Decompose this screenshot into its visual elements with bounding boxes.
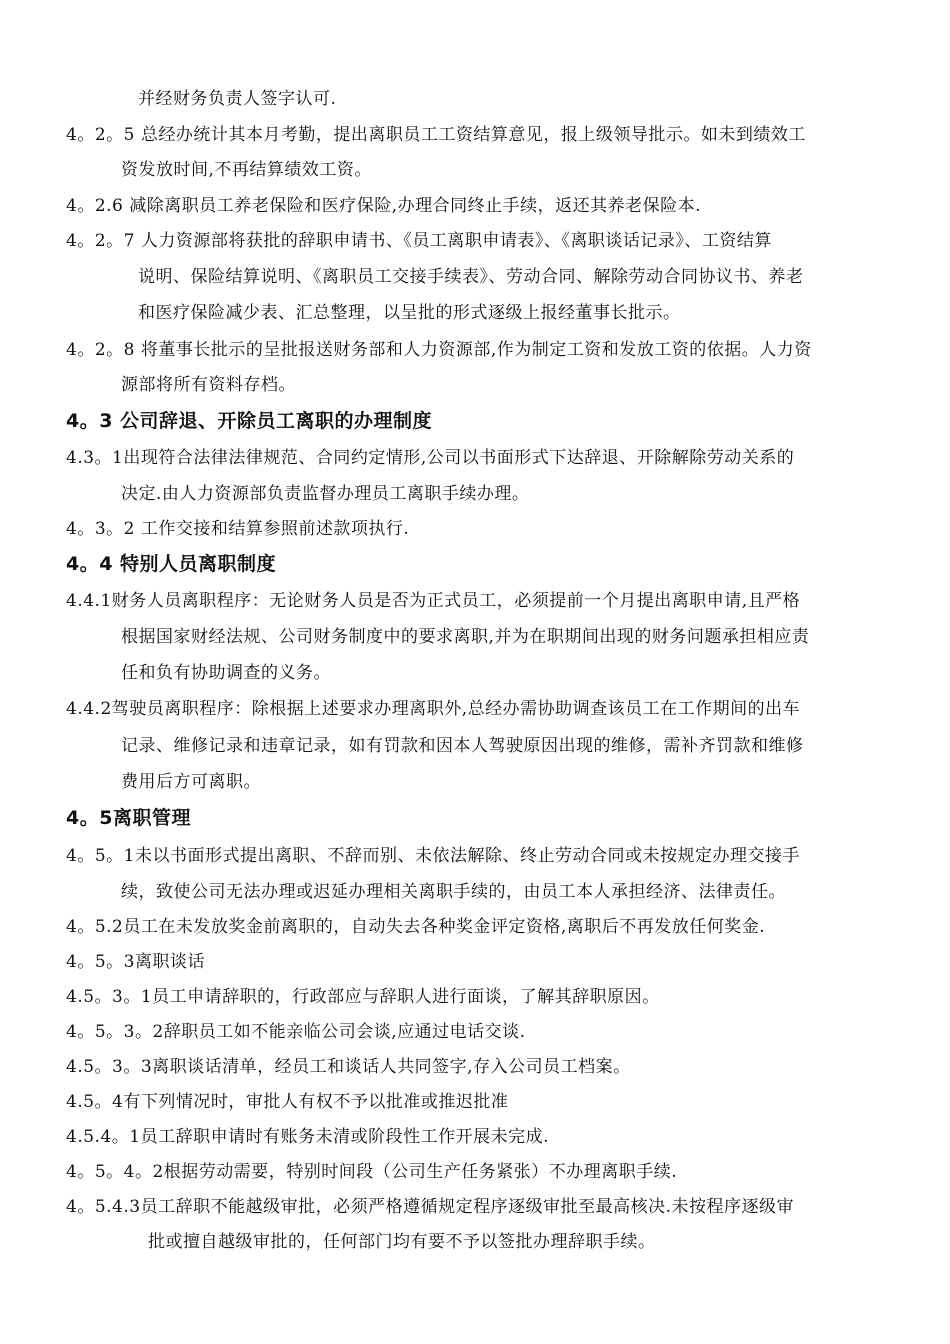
section-heading: 4。3 公司辞退、开除员工离职的办理制度 bbox=[66, 410, 433, 432]
text-line: 4。2。8 将董事长批示的呈批报送财务部和人力资源部,作为制定工资和发放工资的依据。人力资 bbox=[66, 340, 812, 360]
text-line: 4.3。1出现符合法律法律规范、合同约定情形,公司以书面形式下达辞退、开除解除劳动关系的 bbox=[66, 448, 795, 468]
section-heading: 4。4 特别人员离职制度 bbox=[66, 553, 277, 575]
text-line: 4。5.2员工在未发放奖金前离职的，自动失去各种奖金评定资格,离职后不再发放任何奖金. bbox=[66, 917, 766, 937]
text-line: 4。5。1未以书面形式提出离职、不辞而别、未依法解除、终止劳动合同或未按规定办理交接手 bbox=[66, 846, 800, 866]
text-line: 说明、保险结算说明、《离职员工交接手续表》、劳动合同、解除劳动合同协议书、养老 bbox=[138, 267, 804, 287]
text-line: 4。5。4。2根据劳动需要，特别时间段（公司生产任务紧张）不办理离职手续. bbox=[66, 1162, 678, 1182]
text-line: 批或擅自越级审批的，任何部门均有要不予以签批办理辞职手续。 bbox=[148, 1232, 656, 1252]
text-line: 任和负有协助调查的义务。 bbox=[121, 663, 331, 683]
text-line: 4。5。3。2辞职员工如不能亲临公司会谈,应通过电话交谈. bbox=[66, 1022, 526, 1042]
section-heading: 4。5离职管理 bbox=[66, 807, 191, 829]
text-line: 4。5.4.3员工辞职不能越级审批，必须严格遵循规定程序逐级审批至最高核决.未按程序逐级审 bbox=[66, 1197, 794, 1217]
text-line: 4.4.2驾驶员离职程序：除根据上述要求办理离职外,总经办需协助调查该员工在工作期间的出车 bbox=[66, 699, 801, 719]
text-line: 4.4.1财务人员离职程序：无论财务人员是否为正式员工，必须提前一个月提出离职申请,且严格 bbox=[66, 591, 801, 611]
text-line: 源部将所有资料存档。 bbox=[121, 375, 296, 395]
text-line: 4。2.6 减除离职员工养老保险和医疗保险,办理合同终止手续，返还其养老保险本. bbox=[66, 196, 702, 216]
text-line: 根据国家财经法规、公司财务制度中的要求离职,并为在职期间出现的财务问题承担相应责 bbox=[121, 627, 810, 647]
text-line: 4.5。3。1员工申请辞职的，行政部应与辞职人进行面谈，了解其辞职原因。 bbox=[66, 987, 660, 1007]
text-line: 费用后方可离职。 bbox=[121, 772, 261, 792]
text-line: 和医疗保险减少表、汇总整理，以呈批的形式逐级上报经董事长批示。 bbox=[138, 303, 681, 323]
text-line: 续，致使公司无法办理或迟延办理相关离职手续的，由员工本人承担经济、法律责任。 bbox=[121, 882, 786, 902]
text-line: 4。2。7 人力资源部将获批的辞职申请书、《员工离职申请表》、《离职谈话记录》、工资结算 bbox=[66, 231, 772, 251]
text-line: 4.5。4有下列情况时，审批人有权不予以批准或推迟批准 bbox=[66, 1092, 509, 1112]
text-line: 决定.由人力资源部负责监督办理员工离职手续办理。 bbox=[121, 484, 530, 504]
text-line: 资发放时间,不再结算绩效工资。 bbox=[121, 160, 372, 180]
text-line: 记录、维修记录和违章记录，如有罚款和因本人驾驶原因出现的维修，需补齐罚款和维修 bbox=[121, 736, 804, 756]
text-line: 4。2。5 总经办统计其本月考勤，提出离职员工工资结算意见，报上级领导批示。如未到绩效工 bbox=[66, 125, 806, 145]
text-line: 4.5。3。3离职谈话清单，经员工和谈话人共同签字,存入公司员工档案。 bbox=[66, 1057, 631, 1077]
text-line: 4.5.4。1员工辞职申请时有账务未清或阶段性工作开展未完成. bbox=[66, 1127, 549, 1147]
text-line: 4。3。2 工作交接和结算参照前述款项执行. bbox=[66, 519, 410, 539]
text-line: 并经财务负责人签字认可. bbox=[138, 89, 337, 109]
text-line: 4。5。3离职谈话 bbox=[66, 952, 205, 972]
